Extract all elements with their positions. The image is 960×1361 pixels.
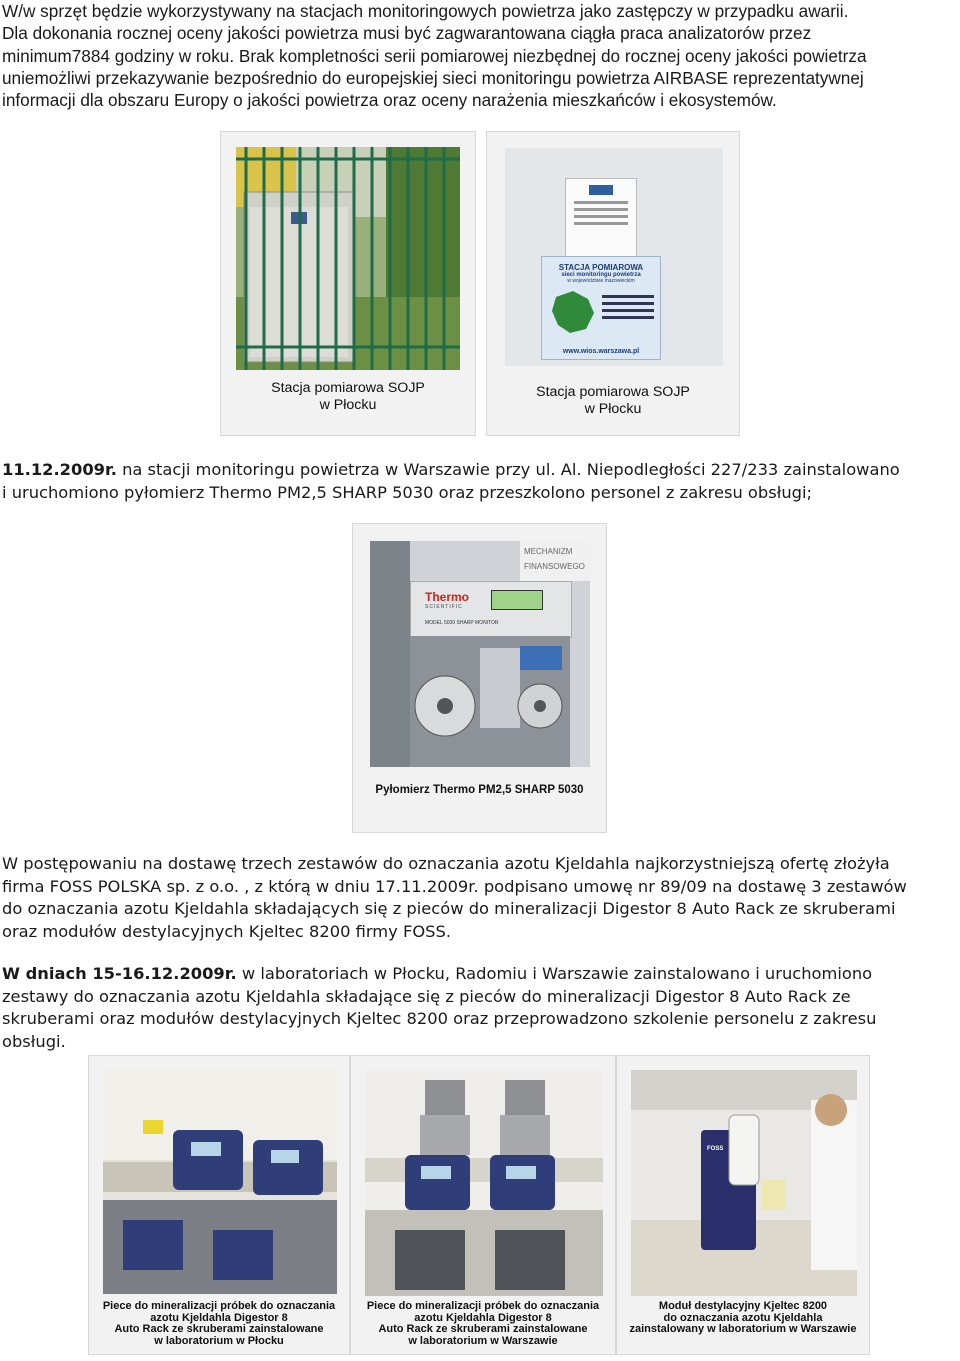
- paragraph-sharp-install-line-2: i uruchomiono pyłomierz Thermo PM2,5 SHARP 5030 oraz przeszkolono personel z zakresu obsługi;: [2, 483, 812, 502]
- paragraph-sharp-install: [2, 459, 958, 482]
- caption-line: Moduł destylacyjny Kjeltec 8200: [658, 1300, 828, 1312]
- text: na stacji monitoringu powietrza w Warszawie przy ul. Al. Niepodległości 227/233 zainstalowano: [116, 460, 900, 479]
- thermo-sharp-photo: [370, 541, 590, 767]
- sign-subtitle: sieci monitoringu powietrza: [561, 272, 641, 278]
- thermo-logo: Thermo: [425, 590, 470, 604]
- date-bold: 11.12.2009r.: [2, 460, 117, 479]
- station-fence-photo: [236, 147, 460, 370]
- device-front-panel: [410, 581, 572, 638]
- caption-line: Auto Rack ze skruberami zainstalowane: [378, 1323, 588, 1335]
- station-sign-plate: [541, 256, 661, 360]
- digestor-warszawa-photo: [365, 1070, 603, 1296]
- caption-line: do oznaczania azotu Kjeldahla: [663, 1311, 823, 1324]
- figure-digestor-plock-caption: [89, 1301, 349, 1347]
- foss-logo: FOSS: [707, 1146, 724, 1152]
- intro-line-1: W/w sprzęt będzie wykorzystywany na stacjach monitoringowych powietrza jako zastępczy w przypadku awarii.: [2, 1, 849, 21]
- intro-line-4: uniemożliwi przekazywanie bezpośrednio do europejskiej sieci monitoringu powietrza AIRBASE reprezentatywnej: [2, 68, 864, 88]
- foss-line-4: oraz modułów destylacyjnych Kjeltec 8200 firmy FOSS.: [2, 922, 452, 941]
- thermo-sub-logo: SCIENTIFIC: [425, 604, 463, 610]
- date-bold: W dniach 15-16.12.2009r.: [2, 964, 237, 983]
- caption-line: Auto Rack ze skruberami zainstalowane: [114, 1323, 324, 1335]
- kjeltec-warszawa-photo: [631, 1070, 857, 1296]
- figure-digestor-plock: [88, 1055, 350, 1355]
- foss-line-2: firma FOSS POLSKA sp. z o.o. , z którą w dniu 17.11.2009r. podpisano umowę nr 89/09 na dostawę 3 zestawów: [2, 877, 907, 896]
- figure-station-fence: [220, 131, 476, 436]
- install-line-1: [2, 963, 958, 986]
- region-map-icon: [548, 287, 598, 337]
- text: w laboratoriach w Płocku, Radomiu i Warszawie zainstalowano i uruchomiono: [236, 964, 873, 983]
- figure-thermo-sharp: [352, 523, 607, 833]
- sign-url: www.wios.warszawa.pl: [562, 348, 640, 355]
- caption-line: Piece do mineralizacji próbek do oznaczania: [102, 1300, 336, 1312]
- caption-line: zainstalowany w laboratorium w Warszawie: [629, 1323, 857, 1335]
- notice-paper: [565, 178, 637, 260]
- caption-line: w Płocku: [319, 397, 377, 413]
- device-lcd-display: [491, 590, 543, 610]
- figure-kjeltec-warszawa-caption: [617, 1301, 869, 1336]
- figure-digestor-warszawa-caption: [351, 1301, 615, 1347]
- caption-line: w laboratorium w Warszawie: [408, 1334, 558, 1347]
- device-model-label: MODEL 5030 SHARP MONITOR: [425, 620, 499, 626]
- install-line-2: zestawy do oznaczania azotu Kjeldahla składające się z pieców do mineralizacji Digestor 8 Auto Rack ze: [2, 987, 851, 1006]
- intro-line-3: minimum7884 godziny w roku. Brak kompletności serii pomiarowej niezbędnej do rocznej oceny jakości powietrza: [2, 46, 867, 66]
- caption-line: Piece do mineralizacji próbek do oznaczania: [366, 1300, 600, 1312]
- caption-line: azotu Kjeldahla Digestor 8: [414, 1311, 552, 1324]
- sign-title: STACJA POMIAROWA: [558, 263, 644, 272]
- figure-station-sign: [486, 131, 740, 436]
- intro-line-5: informacji dla obszaru Europy o jakości powietrza oraz oceny narażenia mieszkańców i ekosystemów.: [2, 90, 777, 110]
- intro-line-2: Dla dokonania rocznej oceny jakości powietrza musi być zagwarantowana ciągła praca analizatorów przez: [2, 23, 812, 43]
- figure-station-fence-caption: [221, 380, 475, 414]
- install-line-4: obsługi.: [2, 1032, 66, 1051]
- bg-poster-text: MECHANIZM: [524, 547, 573, 556]
- station-sign-photo: [505, 148, 723, 366]
- figure-station-sign-caption: [487, 384, 739, 418]
- figure-kjeltec-warszawa: [616, 1055, 870, 1355]
- foss-line-1: W postępowaniu na dostawę trzech zestawów do oznaczania azotu Kjeldahla najkorzystniejszą ofertę złożyła: [2, 854, 890, 873]
- digestor-plock-photo: [103, 1070, 337, 1294]
- sign-region: w województwie mazowieckim: [567, 278, 635, 284]
- figure-digestor-warszawa: [350, 1055, 616, 1355]
- foss-line-3: do oznaczania azotu Kjeldahla składających się z pieców do mineralizacji Digestor 8 Auto Rack ze skruberami: [2, 899, 896, 918]
- figure-thermo-sharp-caption: Pyłomierz Thermo PM2,5 SHARP 5030: [375, 784, 584, 796]
- caption-line: w laboratorium w Płocku: [154, 1334, 284, 1347]
- bg-poster-text: FINANSOWEGO: [524, 562, 585, 571]
- device-open-chamber: [410, 636, 570, 767]
- install-line-3: skruberami oraz modułów destylacyjnych Kjeltec 8200 oraz przeprowadzono szkolenie personelu z zakresu: [2, 1009, 877, 1028]
- caption-line: Stacja pomiarowa SOJP: [271, 380, 425, 396]
- caption-line: w Płocku: [584, 401, 642, 417]
- caption-line: azotu Kjeldahla Digestor 8: [150, 1311, 288, 1324]
- caption-line: Stacja pomiarowa SOJP: [536, 384, 690, 400]
